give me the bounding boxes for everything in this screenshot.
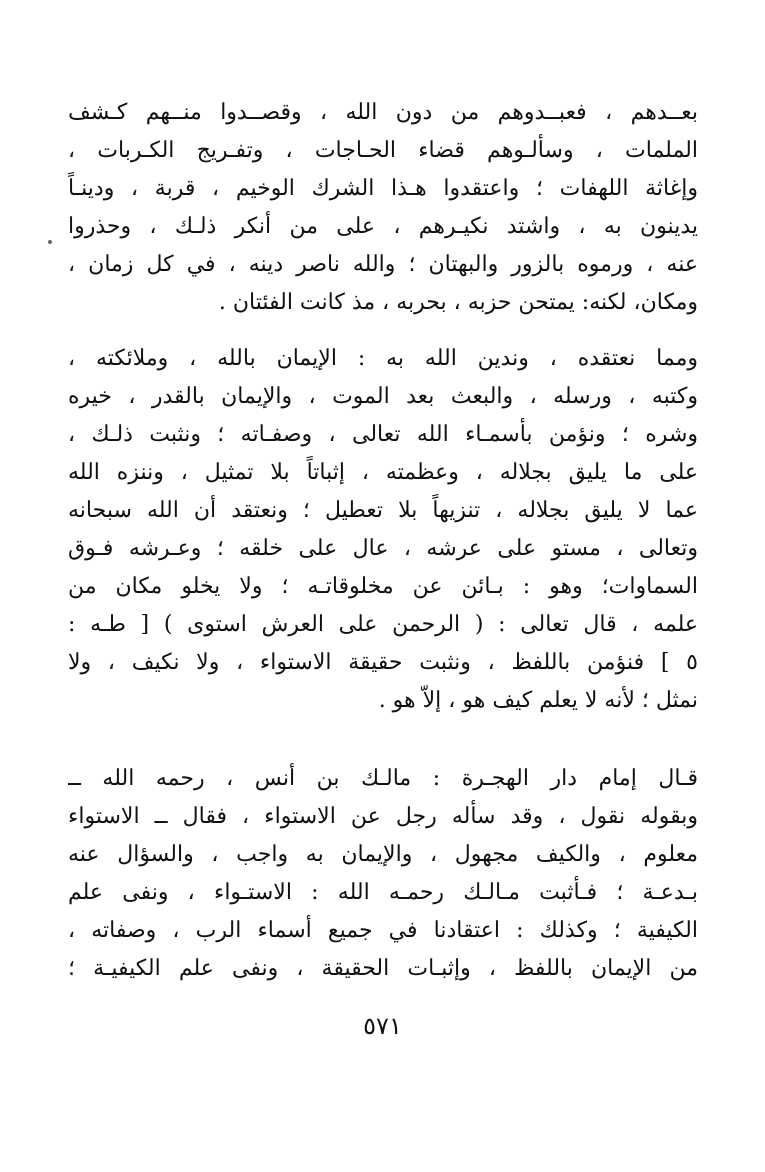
paragraph-3 [68,760,698,988]
text-line: من الإيمان باللفظ ، وإثبـات الحقيقة ، ونفى علم الكيفيـة ؛ [68,956,698,981]
text-line: وتعالى ، مستو على عرشه ، عال على خلقه ؛ وعـرشه فـوق [68,536,698,561]
text-line: نمثل ؛ لأنه لا يعلم كيف هو ، إلاّ هو . [378,688,698,713]
text-line: وشره ؛ ونؤمن بأسمـاء الله تعالى ، وصفـاته ؛ ونثبت ذلـك ، [68,422,698,447]
text-line: الكيفية ؛ وكذلك : اعتقادنا في جميع أسماء الرب ، وصفاته ، [68,918,698,943]
text-line: ٥ ] فنؤمن باللفظ ، ونثبت حقيقة الاستواء ، ولا نكيف ، ولا [68,650,698,675]
text-line: قـال إمام دار الهجـرة : مالـك بن أنس ، رحمه الله ــ [68,766,698,791]
text-line: عنه ، ورموه بالزور والبهتان ؛ والله ناصر دينه ، في كل زمان ، [68,252,698,277]
text-line: على ما يليق بجلاله ، وعظمته ، إثباتاً بلا تمثيل ، وننزه الله [68,460,698,485]
text-line: وكتبه ، ورسله ، والبعث بعد الموت ، والإيمان بالقدر ، خيره [68,384,698,409]
paragraph-2 [68,340,698,720]
text-line: علمه ، قال تعالى : ( الرحمن على العرش استوى ) [ طـه : [68,612,698,637]
text-line: ومما نعتقده ، وندين الله به : الإيمان بالله ، وملائكته ، [68,346,698,371]
text-line: عما لا يليق بجلاله ، تنزيهاً بلا تعطيل ؛ ونعتقد أن الله سبحانه [68,498,698,523]
page-number: ٥٧١ [363,1012,402,1040]
text-line: يدينون به ، واشتد نكيـرهم ، على من أنكر ذلـك ، وحذروا [68,214,698,239]
text-line: ومكان، لكنه: يمتحن حزبه ، بحربه ، مذ كانت الفئتان . [218,290,698,315]
text-line: بـدعـة ؛ فـأثبت مـالـك رحمـه الله : الاستـواء ، ونفى علم [68,880,698,905]
margin-mark [48,240,52,244]
text-line: وبقوله نقول ، وقد سأله رجل عن الاستواء ، فقال ــ الاستواء [68,804,698,829]
text-line: الملمات ، وسألـوهم قضاء الحـاجات ، وتفـريج الكـربات ، [68,138,698,163]
text-line: وإغاثة اللهفات ؛ واعتقدوا هـذا الشرك الوخيم ، قربة ، ودينـاً [68,176,698,201]
text-line: معلوم ، والكيف مجهول ، والإيمان به واجب ، والسؤال عنه [68,842,698,867]
text-line: السماوات؛ وهو : بـائن عن مخلوقاتـه ؛ ولا يخلو مكان من [68,574,698,599]
text-line: بعــدهم ، فعبــدوهم من دون الله ، وقصــدوا منــهم كـشف [68,100,698,125]
paragraph-1 [68,94,698,322]
